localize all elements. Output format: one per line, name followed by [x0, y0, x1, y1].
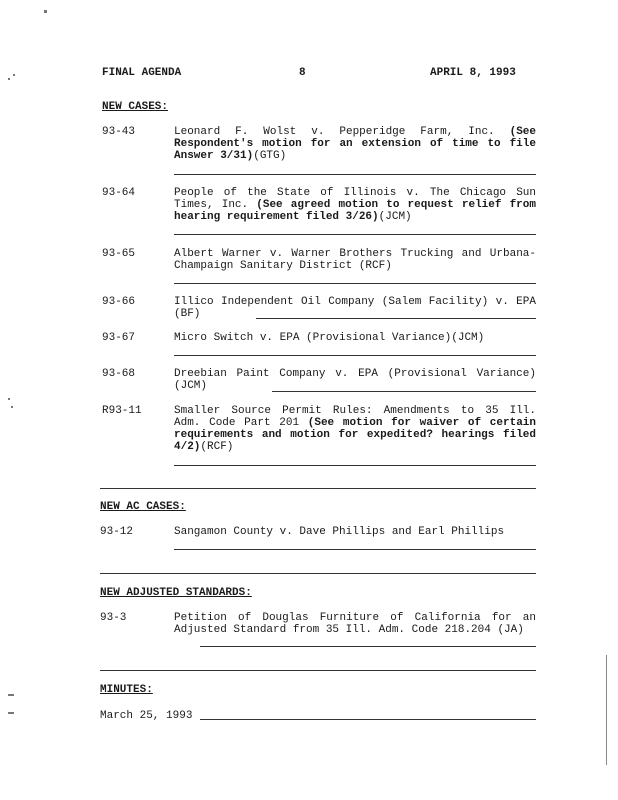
case-number: 93-67	[102, 332, 136, 344]
signature-line	[200, 646, 536, 647]
case-description: Dreebian Paint Company v. EPA (Provisional Variance)(JCM)	[174, 368, 536, 392]
agenda-date: APRIL 8, 1993	[430, 67, 516, 79]
case-description: Micro Switch v. EPA (Provisional Variance)(JCM)	[174, 332, 485, 344]
scan-speck	[8, 398, 10, 400]
case-caption: People of the State of Illinois v. The Chicago Sun Times, Inc.	[174, 187, 536, 211]
scan-speck	[8, 78, 10, 80]
case-number: 93-3	[100, 612, 127, 624]
scan-speck	[44, 10, 47, 13]
case-note: (See motion for waiver of certain requirements and motion for expedited? hearings filed 4/2)	[174, 417, 536, 453]
signature-line	[200, 719, 536, 720]
signature-line	[174, 174, 536, 175]
section-divider	[100, 488, 536, 489]
signature-line	[256, 318, 536, 319]
case-assignee: (GTG)	[253, 150, 287, 162]
agenda-title: FINAL AGENDA	[102, 67, 182, 79]
case-number: 93-43	[102, 126, 136, 138]
signature-line	[272, 391, 536, 392]
section-divider	[100, 573, 536, 574]
case-description	[174, 126, 536, 162]
section-divider	[100, 670, 536, 671]
case-description	[174, 187, 536, 223]
case-number: R93-11	[102, 405, 142, 417]
scan-edge-mark	[606, 655, 607, 765]
scan-speck	[13, 74, 15, 76]
scan-speck	[8, 712, 14, 714]
case-assignee: (JCM)	[378, 211, 412, 223]
section-heading-new-ac-cases: NEW AC CASES:	[100, 501, 186, 513]
signature-line	[174, 465, 536, 466]
case-description: Sangamon County v. Dave Phillips and Earl Phillips	[174, 526, 505, 538]
scan-speck	[8, 694, 14, 696]
case-assignee: (RCF)	[200, 441, 234, 453]
case-description: Albert Warner v. Warner Brothers Trucking and Urbana-Champaign Sanitary District (RCF)	[174, 248, 536, 272]
section-heading-new-cases: NEW CASES:	[102, 101, 169, 113]
case-description	[174, 405, 536, 453]
case-number: 93-68	[102, 368, 136, 380]
page-number: 8	[299, 67, 306, 79]
case-number: 93-64	[102, 187, 136, 199]
minutes-entry: March 25, 1993	[100, 710, 193, 722]
case-number: 93-12	[100, 526, 134, 538]
case-number: 93-65	[102, 248, 136, 260]
signature-line	[174, 283, 536, 284]
scan-speck	[11, 406, 13, 408]
case-note: (See Respondent's motion for an extension of time to file Answer 3/31)	[174, 126, 536, 162]
signature-line	[174, 234, 536, 235]
signature-line	[174, 355, 536, 356]
case-description: Petition of Douglas Furniture of California for an Adjusted Standard from 35 Ill. Adm. Code 218.204 (JA)	[174, 612, 536, 636]
case-description: Illico Independent Oil Company (Salem Facility) v. EPA (BF)	[174, 296, 536, 320]
section-heading-new-adjusted-standards: NEW ADJUSTED STANDARDS:	[100, 587, 252, 599]
case-caption: Smaller Source Permit Rules: Amendments to 35 Ill. Adm. Code Part 201	[174, 405, 536, 429]
case-caption: Leonard F. Wolst v. Pepperidge Farm, Inc.	[174, 126, 510, 138]
section-heading-minutes: MINUTES:	[100, 684, 153, 696]
case-note: (See agreed motion to request relief from hearing requirement filed 3/26)	[174, 199, 536, 223]
case-number: 93-66	[102, 296, 136, 308]
signature-line	[174, 549, 536, 550]
